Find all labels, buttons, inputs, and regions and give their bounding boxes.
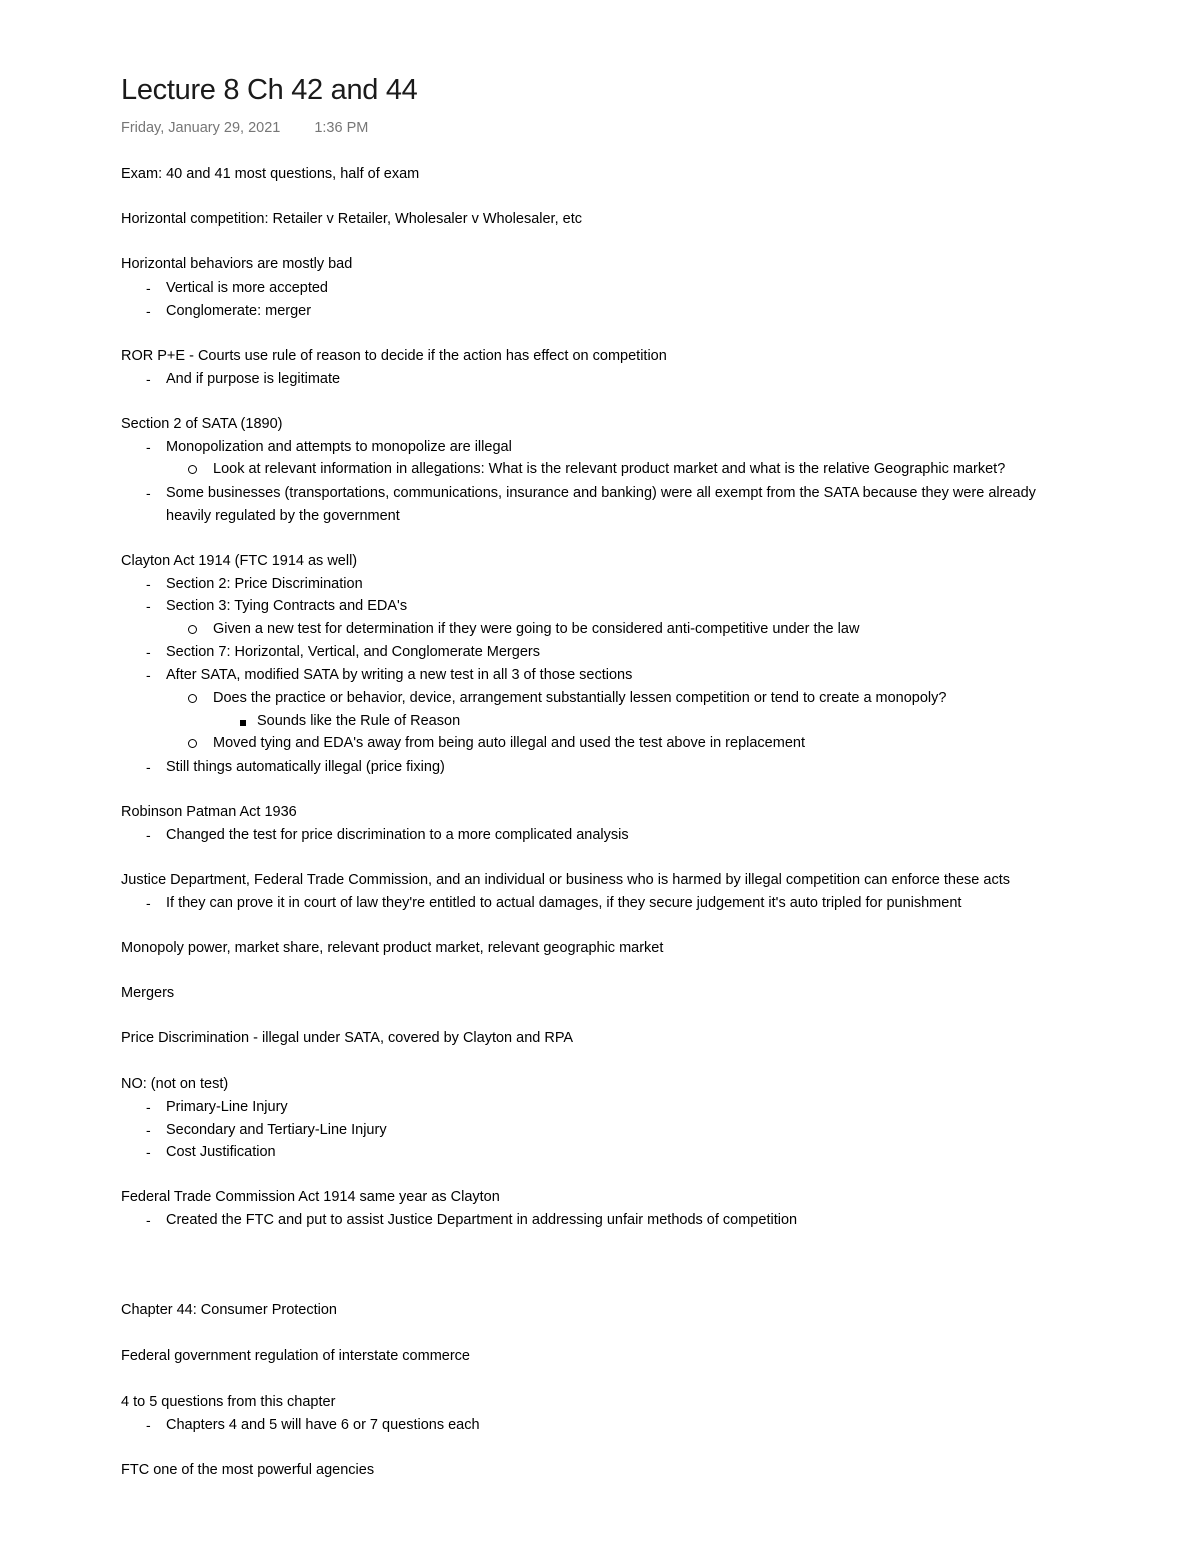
note-paragraph: Robinson Patman Act 1936 — [121, 804, 297, 820]
note-bullet-item: Given a new test for determination if they were going to be considered anti-competitive under the law — [213, 621, 860, 637]
note-paragraph: Horizontal competition: Retailer v Retailer, Wholesaler v Wholesaler, etc — [121, 211, 582, 227]
note-bullet-item: Still things automatically illegal (price fixing) — [166, 759, 445, 775]
note-bullet-item: Section 2: Price Discrimination — [166, 576, 363, 592]
dash-bullet-icon: - — [146, 1417, 151, 1433]
dash-bullet-icon: - — [146, 598, 151, 614]
circle-bullet-icon — [188, 460, 197, 478]
dash-bullet-icon: - — [146, 895, 151, 911]
dash-bullet-icon: - — [146, 280, 151, 296]
note-bullet-item: heavily regulated by the government — [166, 508, 400, 524]
dash-bullet-icon: - — [146, 1144, 151, 1160]
note-bullet-item: Conglomerate: merger — [166, 303, 312, 319]
note-paragraph: NO: (not on test) — [121, 1076, 229, 1092]
dash-bullet-icon: - — [146, 1122, 151, 1138]
dash-bullet-icon: - — [146, 303, 151, 319]
circle-bullet-icon — [188, 689, 197, 707]
note-bullet-item: Look at relevant information in allegations: What is the relevant product market and what is the relative Geographic market? — [213, 461, 1006, 477]
note-paragraph: Section 2 of SATA (1890) — [121, 416, 283, 432]
note-bullet-item: Monopolization and attempts to monopolize are illegal — [166, 439, 512, 455]
note-paragraph: Monopoly power, market share, relevant product market, relevant geographic market — [121, 940, 664, 956]
note-paragraph: Mergers — [121, 985, 175, 1001]
note-paragraph: ROR P+E - Courts use rule of reason to decide if the action has effect on competition — [121, 348, 667, 364]
dash-bullet-icon: - — [146, 1099, 151, 1115]
note-bullet-item: Changed the test for price discrimination to a more complicated analysis — [166, 827, 629, 843]
note-bullet-item: Primary-Line Injury — [166, 1099, 288, 1115]
dash-bullet-icon: - — [146, 827, 151, 843]
note-paragraph: Federal government regulation of interstate commerce — [121, 1348, 470, 1364]
note-bullet-item: Moved tying and EDA's away from being auto illegal and used the test above in replacement — [213, 735, 805, 751]
square-bullet-icon — [240, 712, 246, 730]
note-paragraph: Horizontal behaviors are mostly bad — [121, 256, 353, 272]
note-bullet-item: Chapters 4 and 5 will have 6 or 7 questions each — [166, 1417, 480, 1433]
dash-bullet-icon: - — [146, 439, 151, 455]
dash-bullet-icon: - — [146, 644, 151, 660]
note-paragraph: Federal Trade Commission Act 1914 same year as Clayton — [121, 1189, 500, 1205]
note-paragraph: Justice Department, Federal Trade Commission, and an individual or business who is harmed by illegal competition can enforce these acts — [121, 872, 1010, 888]
page-title: Lecture 8 Ch 42 and 44 — [121, 74, 418, 106]
page-time: 1:36 PM — [314, 120, 369, 136]
page-timestamp — [121, 120, 368, 136]
note-paragraph: 4 to 5 questions from this chapter — [121, 1394, 336, 1410]
dash-bullet-icon: - — [146, 576, 151, 592]
note-bullet-item: Some businesses (transportations, communications, insurance and banking) were all exempt from the SATA because they were already — [166, 485, 1036, 501]
circle-bullet-icon — [188, 620, 197, 638]
note-bullet-item: Secondary and Tertiary-Line Injury — [166, 1122, 387, 1138]
note-bullet-item: After SATA, modified SATA by writing a new test in all 3 of those sections — [166, 667, 633, 683]
dash-bullet-icon: - — [146, 667, 151, 683]
page-date: Friday, January 29, 2021 — [121, 120, 281, 136]
note-paragraph: FTC one of the most powerful agencies — [121, 1462, 375, 1478]
note-bullet-item: And if purpose is legitimate — [166, 371, 341, 387]
note-bullet-item: Vertical is more accepted — [166, 280, 328, 296]
circle-bullet-icon — [188, 734, 197, 752]
note-bullet-item: If they can prove it in court of law they're entitled to actual damages, if they secure judgement it's auto tripled for punishment — [166, 895, 962, 911]
dash-bullet-icon: - — [146, 1212, 151, 1228]
dash-bullet-icon: - — [146, 371, 151, 387]
note-paragraph: Exam: 40 and 41 most questions, half of exam — [121, 166, 420, 182]
dash-bullet-icon: - — [146, 485, 151, 501]
note-bullet-item: Does the practice or behavior, device, arrangement substantially lessen competition or tend to create a monopoly? — [213, 690, 947, 706]
note-bullet-item: Created the FTC and put to assist Justice Department in addressing unfair methods of competition — [166, 1212, 798, 1228]
note-bullet-item: Section 7: Horizontal, Vertical, and Conglomerate Mergers — [166, 644, 540, 660]
dash-bullet-icon: - — [146, 759, 151, 775]
note-paragraph: Price Discrimination - illegal under SATA, covered by Clayton and RPA — [121, 1030, 574, 1046]
note-bullet-item: Section 3: Tying Contracts and EDA's — [166, 598, 408, 614]
note-paragraph: Chapter 44: Consumer Protection — [121, 1302, 337, 1318]
note-bullet-item: Cost Justification — [166, 1144, 276, 1160]
note-paragraph: Clayton Act 1914 (FTC 1914 as well) — [121, 553, 358, 569]
note-bullet-item: Sounds like the Rule of Reason — [257, 713, 461, 729]
